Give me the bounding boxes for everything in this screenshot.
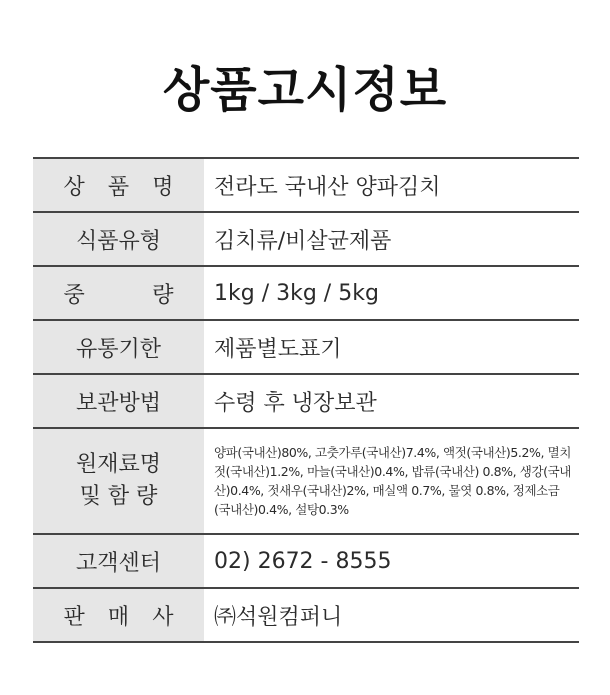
row-value-product-name: 전라도 국내산 양파김치	[214, 174, 441, 200]
row-label-weight	[33, 267, 204, 319]
row-label-product-name	[33, 159, 204, 211]
row-label-customer-center: 고객센터	[33, 535, 204, 587]
label-seller	[64, 600, 174, 631]
row-label-seller	[33, 589, 204, 641]
label-product-name	[64, 170, 174, 201]
label-char: 매	[107, 604, 130, 630]
table-row-weight	[33, 267, 579, 321]
table-row-food-type	[33, 213, 579, 267]
table-row-customer-center	[33, 535, 579, 589]
table-row-seller	[33, 589, 579, 643]
label-ingredients-line2: 및 함 량	[79, 484, 158, 509]
label-char: 명	[152, 174, 174, 200]
label-ingredients	[76, 449, 161, 513]
table-row-expiry	[33, 321, 579, 375]
row-label-storage: 보관방법	[33, 375, 204, 427]
row-value-seller: ㈜석원컴퍼니	[214, 604, 343, 630]
row-value-expiry: 제품별도표기	[214, 336, 342, 362]
label-weight	[64, 278, 174, 309]
label-char: 사	[152, 604, 174, 630]
label-char: 판	[63, 604, 85, 630]
row-value-storage: 수령 후 냉장보관	[214, 390, 377, 416]
row-value-ingredients: 양파(국내산)80%, 고춧가루(국내산)7.4%, 액젓(국내산)5.2%, 멸치젓(국내산)1.2%, 마늘(국내산)0.4%, 밥류(국내산) 0.8%, 생강(국내산)0.4%, 젓새우(국내산)2%, 매실액 0.7%, 물엿 0.8%, 정제소금(국내산)0.4%, 설탕0.3%	[214, 445, 572, 517]
product-info-table	[33, 157, 579, 643]
row-value-weight: 1kg / 3kg / 5kg	[214, 280, 379, 306]
label-char: 중	[63, 282, 85, 308]
row-label-food-type: 식품유형	[33, 213, 204, 265]
row-value-food-type: 김치류/비살균제품	[214, 228, 392, 254]
page-title: 상품고시정보	[162, 62, 448, 118]
row-value-customer-center: 02) 2672 - 8555	[214, 548, 392, 574]
table-row-storage	[33, 375, 579, 429]
row-label-expiry: 유통기한	[33, 321, 204, 373]
table-row-ingredients	[33, 429, 579, 535]
row-label-ingredients	[33, 429, 204, 533]
label-char: 상	[63, 174, 85, 200]
label-char: 량	[152, 282, 174, 308]
label-ingredients-line1: 원재료명	[75, 452, 161, 477]
table-row-product-name	[33, 159, 579, 213]
label-char: 품	[107, 174, 130, 200]
